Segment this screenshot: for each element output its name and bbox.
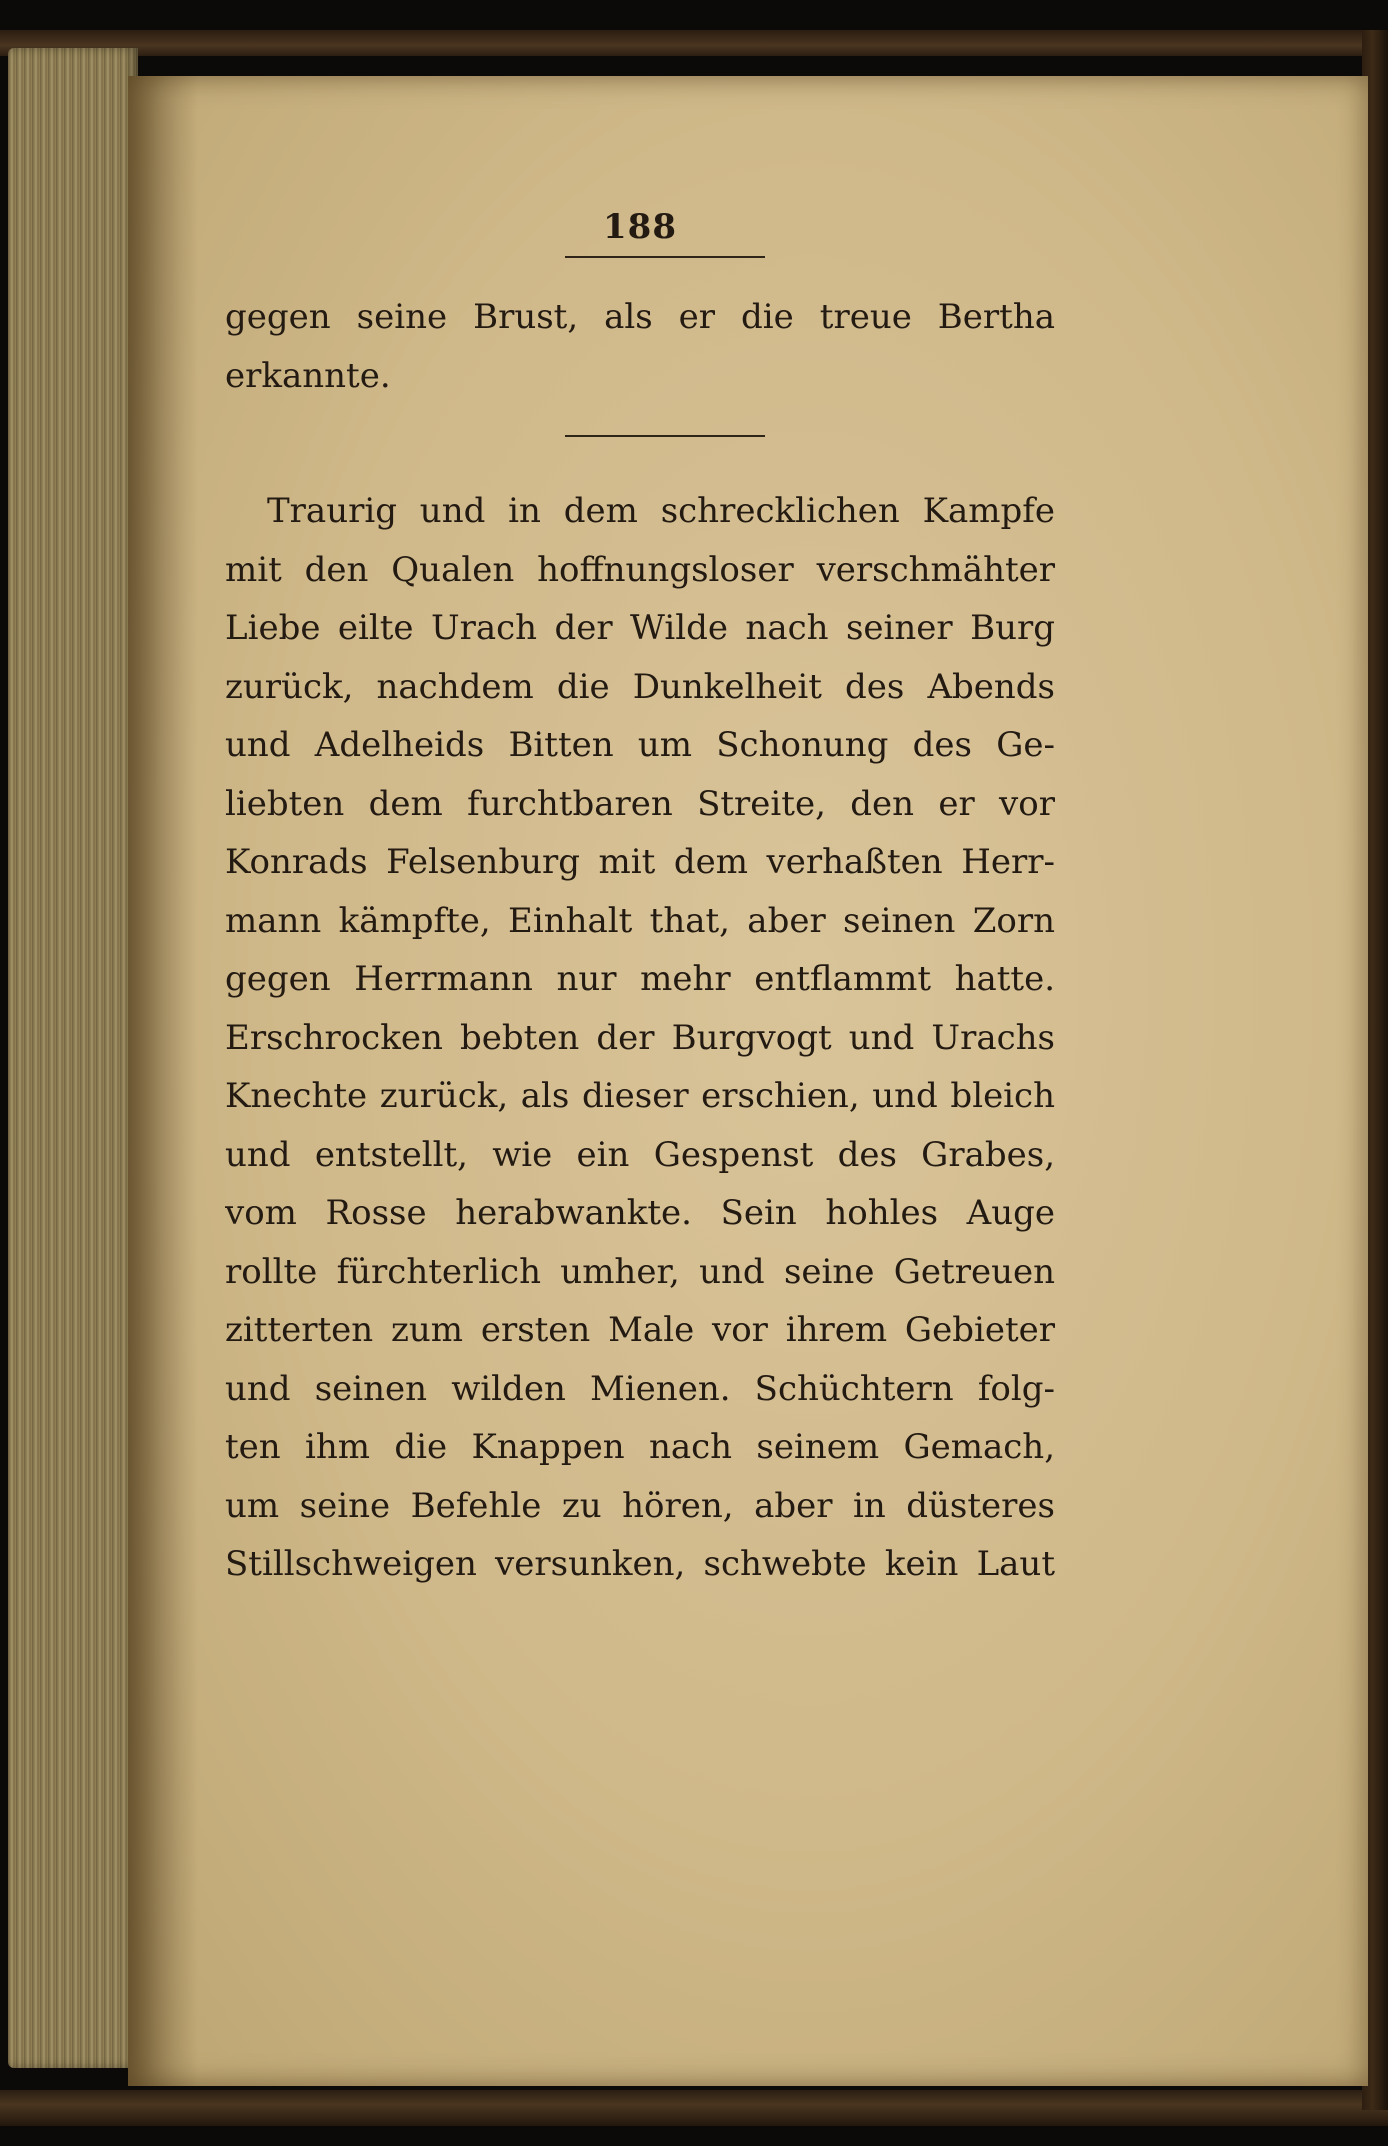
text-line: mann kämpfte, Einhalt that, aber seinen Zorn <box>225 900 1055 941</box>
text-line: und seinen wilden Mienen. Schüchtern folg- <box>225 1368 1055 1409</box>
page-stack-edge <box>8 48 138 2068</box>
paragraph-1 <box>225 288 1055 405</box>
text-line: zurück, nachdem die Dunkelheit des Abends <box>225 666 1055 707</box>
paragraph-2 <box>225 482 1055 1594</box>
header-rule <box>565 256 765 258</box>
text-line: und entstellt, wie ein Gespenst des Grabes, <box>225 1134 1055 1175</box>
text-line: Liebe eilte Urach der Wilde nach seiner Burg <box>225 608 1055 648</box>
text-line: mit den Qualen hoffnungsloser verschmähter <box>225 549 1055 590</box>
page-content <box>225 207 1055 1594</box>
text-line: Erschrocken bebten der Burgvogt und Urachs <box>225 1017 1055 1058</box>
text-line: liebten dem furchtbaren Streite, den er vor <box>225 783 1055 824</box>
text-line: Traurig und in dem schrecklichen Kampfe <box>267 491 1055 531</box>
text-line: vom Rosse herabwankte. Sein hohles Auge <box>225 1193 1055 1233</box>
text-line: gegen Herrmann nur mehr entflammt hatte. <box>225 959 1055 999</box>
section-divider <box>565 435 765 437</box>
text-line: Konrads Felsenburg mit dem verhaßten Herr- <box>225 842 1055 882</box>
page-number: 188 <box>603 207 677 247</box>
book-cover-bottom <box>0 2090 1388 2126</box>
text-line: Stillschweigen versunken, schwebte kein Laut <box>225 1544 1055 1584</box>
text-line: erkannte. <box>225 355 391 396</box>
text-line: um seine Befehle zu hören, aber in düsteres <box>225 1485 1055 1526</box>
text-line: ten ihm die Knappen nach seinem Gemach, <box>225 1427 1055 1467</box>
text-line: rollte fürchterlich umher, und seine Getreuen <box>225 1251 1055 1292</box>
text-line: zitterten zum ersten Male vor ihrem Gebieter <box>225 1310 1055 1350</box>
text-line: und Adelheids Bitten um Schonung des Ge- <box>225 725 1055 765</box>
text-line: Knechte zurück, als dieser erschien, und bleich <box>225 1076 1055 1116</box>
book-cover-top <box>0 30 1388 56</box>
text-line: gegen seine Brust, als er die treue Bertha <box>225 297 1055 337</box>
